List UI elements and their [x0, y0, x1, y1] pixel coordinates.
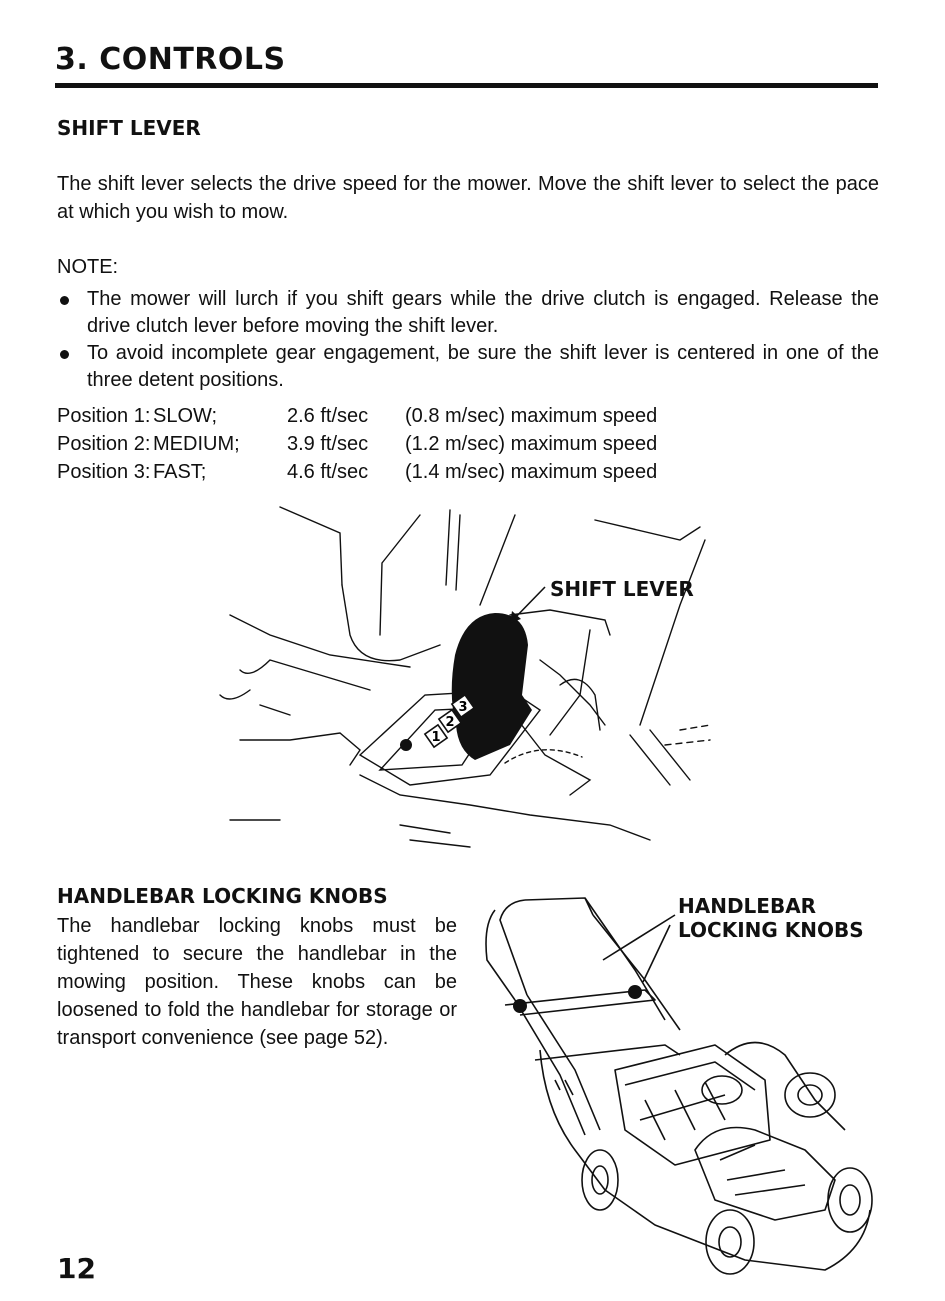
speed-imperial: 4.6 ft/sec: [287, 461, 369, 483]
speed-imperial: 3.9 ft/sec: [287, 433, 369, 455]
handlebar-knobs-heading: HANDLEBAR LOCKING KNOBS: [57, 884, 388, 908]
table-row: [57, 402, 657, 430]
position-label: Position 3:: [57, 461, 151, 483]
shift-lever-illustration: [210, 495, 730, 855]
position-name: SLOW;: [153, 405, 218, 427]
table-row: [57, 430, 657, 458]
gate-label-3: 3: [458, 700, 468, 715]
title-rule: [55, 83, 878, 88]
gate-label-1: 1: [431, 730, 441, 745]
note-list: [57, 286, 879, 394]
position-label: Position 1:: [57, 405, 151, 427]
speed-symbol-icon: [400, 739, 412, 751]
position-name: MEDIUM;: [153, 433, 240, 455]
shift-lever-callout: SHIFT LEVER: [550, 577, 694, 601]
callout-line-1: HANDLEBAR: [678, 894, 817, 918]
position-name: FAST;: [153, 461, 207, 483]
table-row: [57, 458, 657, 486]
section-title: 3. CONTROLS: [55, 42, 286, 77]
note-item: The mower will lurch if you shift gears while the drive clutch is engaged. Release the drive clutch lever before moving the shift lever.: [57, 286, 879, 340]
gate-label-2: 2: [445, 715, 455, 730]
page-number: 12: [57, 1252, 96, 1285]
handlebar-knob-right-icon: [628, 985, 642, 999]
speed-positions-table: [57, 402, 657, 486]
note-item: To avoid incomplete gear engagement, be sure the shift lever is centered in one of the three detent positions.: [57, 340, 879, 394]
callout-line-2: LOCKING KNOBS: [678, 918, 864, 942]
note-label: NOTE:: [57, 256, 119, 278]
position-label: Position 2:: [57, 433, 151, 455]
handlebar-knobs-text: The handlebar locking knobs must be tightened to secure the handlebar in the mowing position. These knobs can be loosened to fold the handlebar for storage or transport convenience (see page 52).: [57, 915, 457, 1049]
handlebar-knobs-callout: [678, 894, 864, 942]
speed-imperial: 2.6 ft/sec: [287, 405, 369, 427]
handlebar-knob-left-icon: [513, 999, 527, 1013]
speed-metric: (1.4 m/sec) maximum speed: [405, 461, 658, 483]
shift-lever-heading: SHIFT LEVER: [57, 116, 201, 140]
shift-lever-intro: The shift lever selects the drive speed for the mower. Move the shift lever to select the pace at which you wish to mow.: [57, 173, 879, 223]
speed-metric: (1.2 m/sec) maximum speed: [405, 433, 658, 455]
speed-metric: (0.8 m/sec) maximum speed: [405, 405, 658, 427]
